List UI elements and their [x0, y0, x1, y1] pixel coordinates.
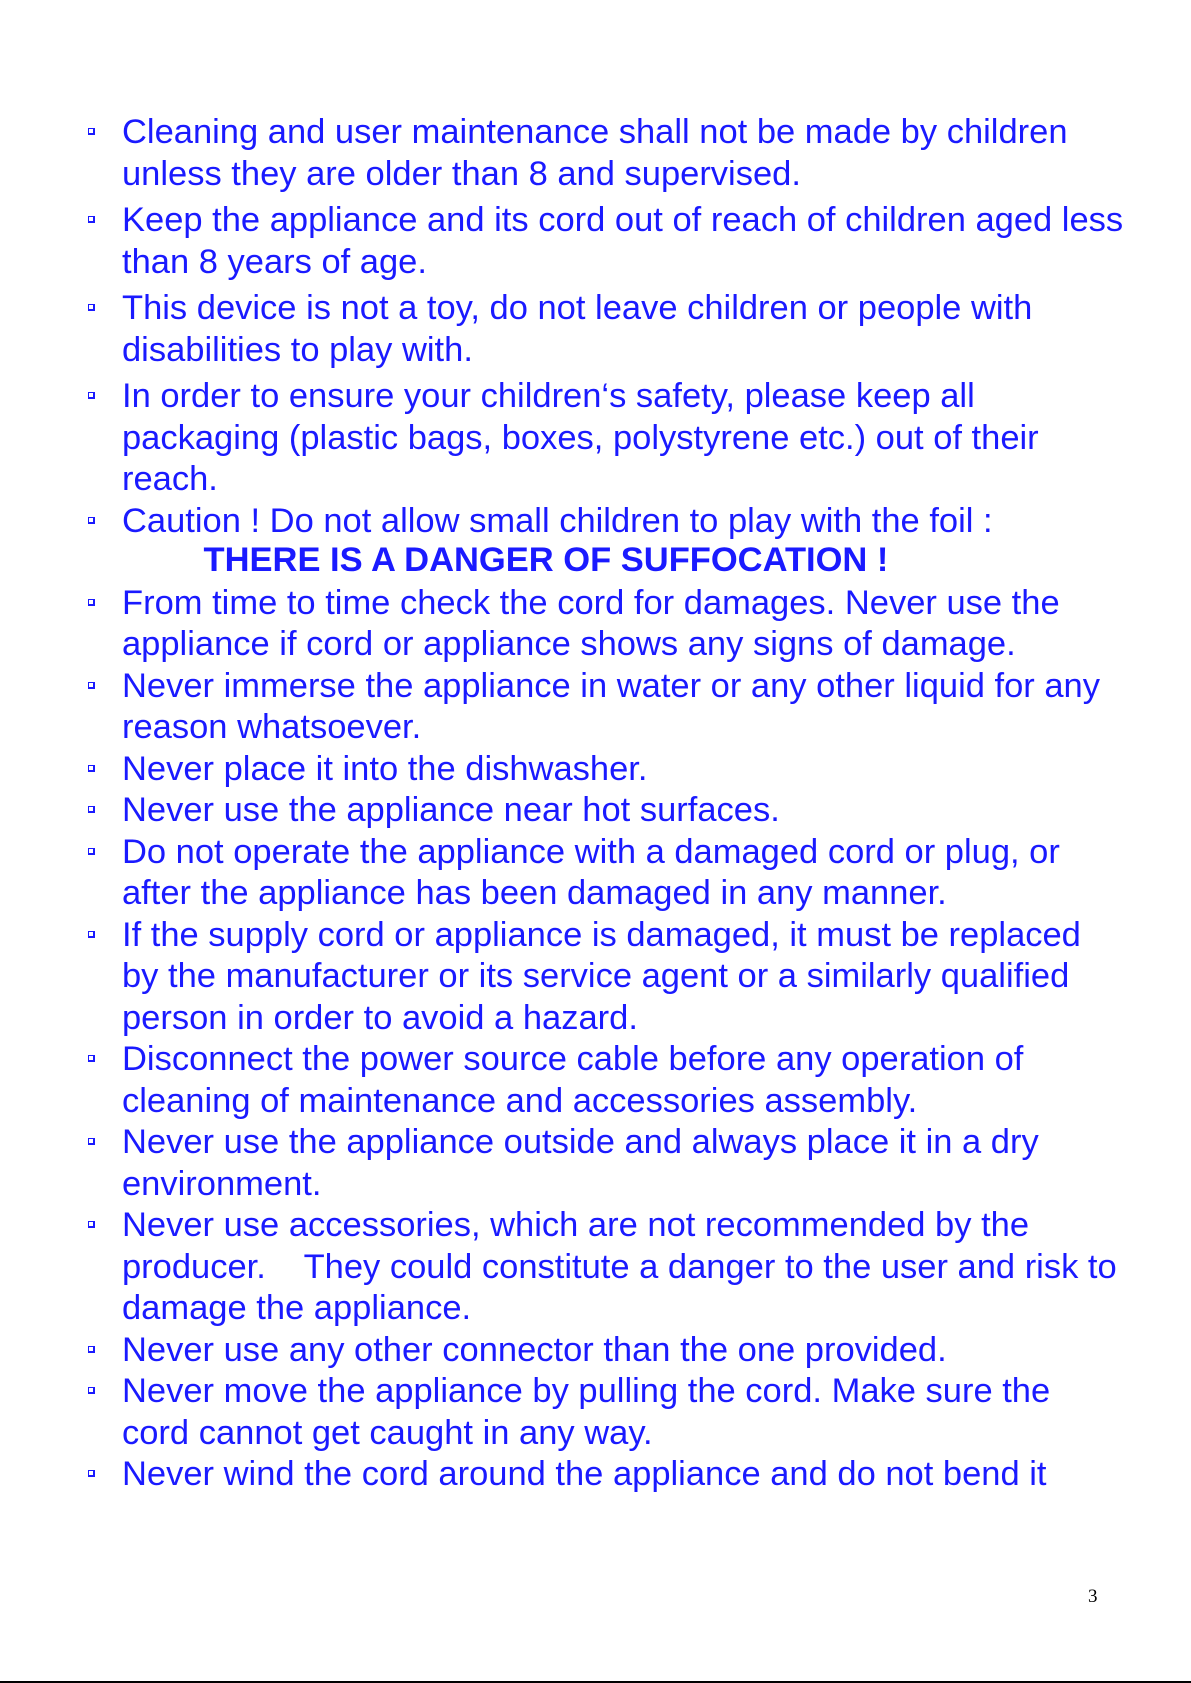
list-item-text: This device is not a toy, do not leave children or people with disabilities to play with.: [122, 289, 1033, 369]
list-item-text: From time to time check the cord for damages. Never use the appliance if cord or appliance shows any signs of damage.: [122, 583, 1060, 663]
square-bullet-icon: [88, 1055, 95, 1062]
list-item: [86, 1454, 1126, 1496]
list-item: [86, 583, 1126, 666]
square-bullet-icon: [88, 304, 95, 311]
list-item-text: Never wind the cord around the appliance and do not bend it: [122, 1455, 1047, 1493]
square-bullet-icon: [88, 765, 95, 772]
square-bullet-icon: [88, 1470, 95, 1477]
safety-instructions-list: [86, 112, 1126, 1496]
square-bullet-icon: [88, 599, 95, 606]
list-item-text: Caution ! Do not allow small children to play with the foil :: [122, 501, 993, 540]
list-item: [86, 1330, 1126, 1372]
square-bullet-icon: [88, 931, 95, 938]
list-item: [86, 666, 1126, 749]
suffocation-warning: THERE IS A DANGER OF SUFFOCATION !: [203, 541, 889, 579]
square-bullet-icon: [88, 1346, 95, 1353]
square-bullet-icon: [88, 517, 95, 524]
list-item: [86, 749, 1126, 791]
list-item: [86, 1205, 1126, 1330]
square-bullet-icon: [88, 848, 95, 855]
list-item: [86, 288, 1126, 371]
list-item-text: Never use any other connector than the one provided.: [122, 1330, 947, 1369]
list-item-text: Never immerse the appliance in water or any other liquid for any reason whatsoever.: [122, 666, 1100, 746]
list-item-text: Disconnect the power source cable before any operation of cleaning of maintenance and accessories assembly.: [122, 1040, 1024, 1120]
page-number: 3: [1088, 1586, 1098, 1607]
list-item-text: Never place it into the dishwasher.: [122, 749, 648, 788]
square-bullet-icon: [88, 128, 95, 135]
list-item-text: Keep the appliance and its cord out of reach of children aged less than 8 years of age.: [122, 201, 1124, 281]
list-item-text: Never use accessories, which are not recommended by the producer. They could constitute a danger to the user and risk to damage the appliance.: [122, 1206, 1127, 1327]
list-item: [86, 1039, 1126, 1122]
list-item-text: Do not operate the appliance with a damaged cord or plug, or after the appliance has been damaged in any manner.: [122, 832, 1060, 912]
list-item-text: If the supply cord or appliance is damaged, it must be replaced by the manufacturer or its service agent or a similarly qualified person in order to avoid a hazard.: [122, 915, 1081, 1037]
square-bullet-icon: [88, 1387, 95, 1394]
list-item: [86, 112, 1126, 195]
square-bullet-icon: [88, 682, 95, 689]
square-bullet-icon: [88, 1138, 95, 1145]
list-item-text: Cleaning and user maintenance shall not be made by children unless they are older than 8 and supervised.: [122, 113, 1068, 193]
list-item: [86, 832, 1126, 915]
list-item: [86, 1122, 1126, 1205]
list-item: [86, 376, 1126, 501]
square-bullet-icon: [88, 1221, 95, 1228]
square-bullet-icon: [88, 392, 95, 399]
list-item: [86, 200, 1126, 283]
list-item-text: Never use the appliance near hot surfaces.: [122, 791, 780, 829]
list-item-text: Never use the appliance outside and always place it in a dry environment.: [122, 1123, 1039, 1203]
list-item: [86, 790, 1126, 832]
list-item-text: In order to ensure your children‘s safety, please keep all packaging (plastic bags, boxes, polystyrene etc.) out of their reach.: [122, 377, 1039, 498]
list-item: [86, 501, 1126, 543]
square-bullet-icon: [88, 216, 95, 223]
list-item-text: Never move the appliance by pulling the cord. Make sure the cord cannot get caught in any way.: [122, 1372, 1051, 1452]
list-item: [86, 915, 1126, 1040]
square-bullet-icon: [88, 806, 95, 813]
list-item: [86, 1371, 1126, 1454]
